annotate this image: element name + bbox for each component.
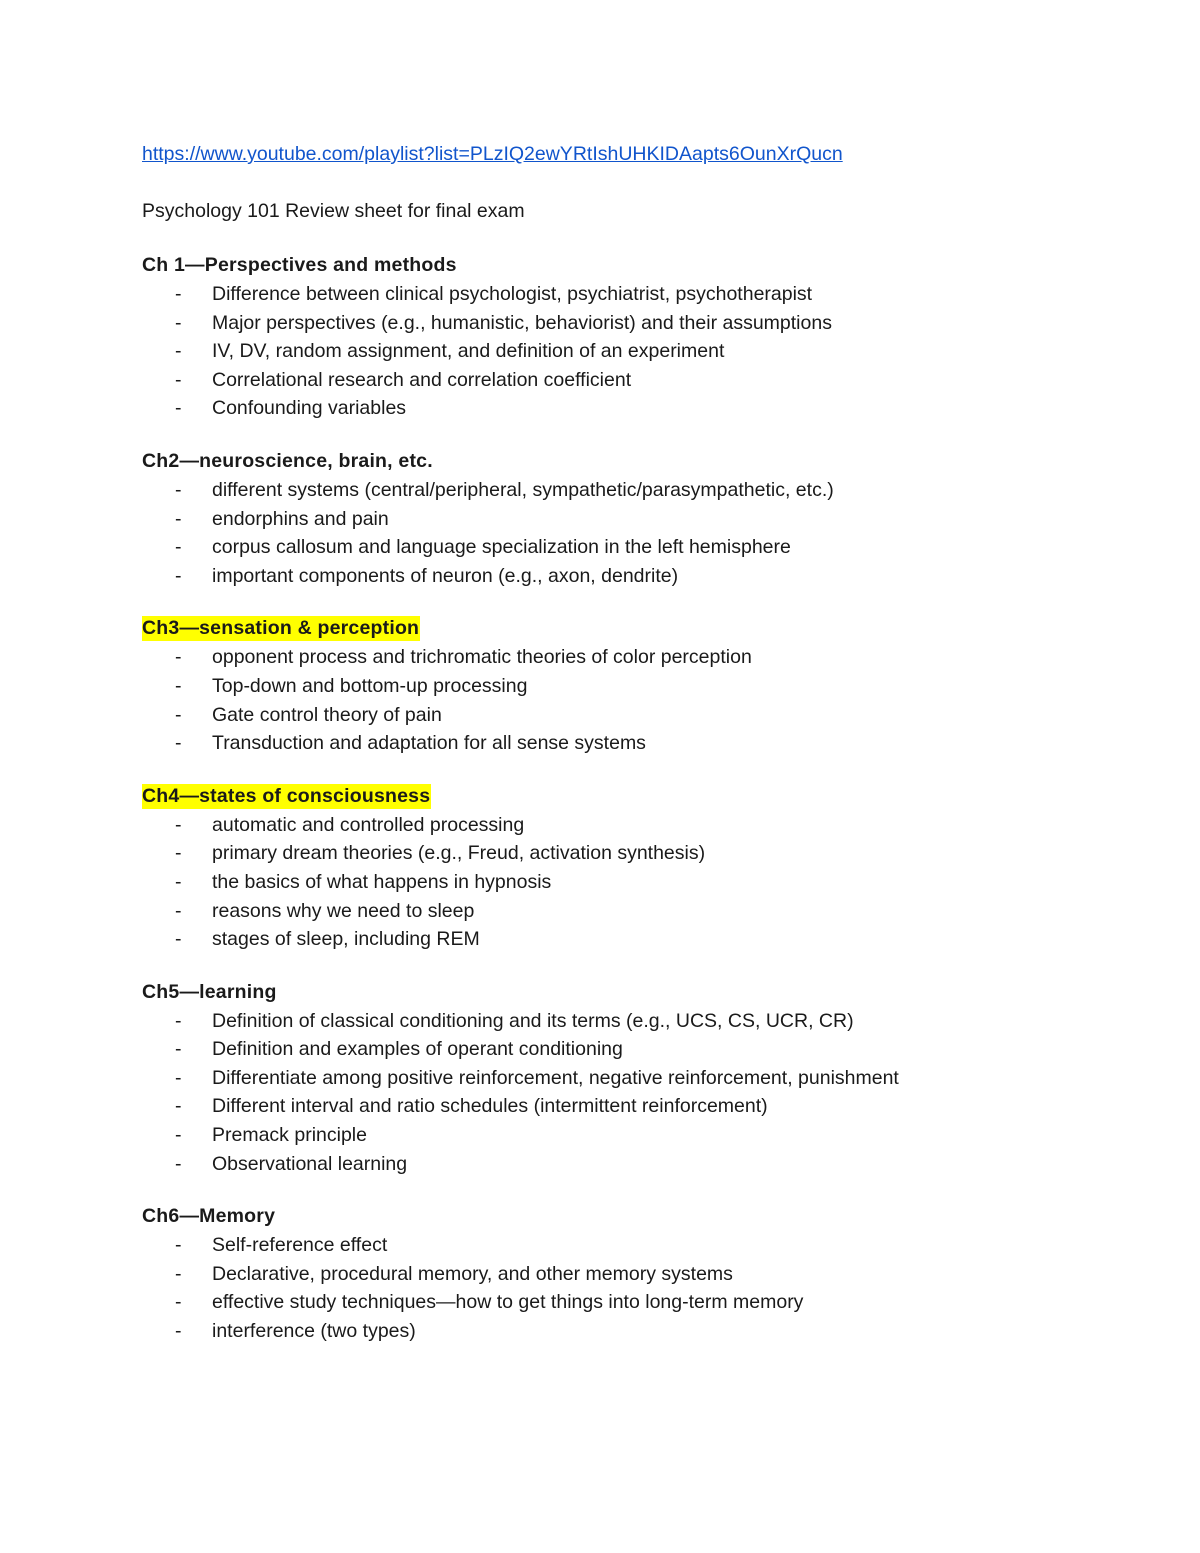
list-item-text: IV, DV, random assignment, and definition of an experiment [212,340,725,363]
list-item [142,1092,1142,1121]
bullet-list [142,1231,1142,1345]
list-item [142,1317,1142,1346]
document-page [142,138,1142,1346]
list-item [142,701,1142,730]
dash-bullet-icon: - [175,928,182,951]
section-heading-text: Ch 1—Perspectives and methods [142,254,457,276]
list-item-text: opponent process and trichromatic theories of color perception [212,646,752,669]
list-item [142,811,1142,840]
dash-bullet-icon: - [175,1095,182,1118]
dash-bullet-icon: - [175,397,182,420]
dash-bullet-icon: - [175,842,182,865]
section-heading-text: Ch4—states of consciousness [142,784,431,807]
dash-bullet-icon: - [175,1038,182,1061]
dash-bullet-icon: - [175,732,182,755]
bullet-list [142,280,1142,423]
section-2 [142,447,1142,590]
dash-bullet-icon: - [175,283,182,305]
section-heading [142,978,1142,1007]
section-heading [142,1202,1142,1231]
section-1 [142,251,1142,423]
document-title: Psychology 101 Review sheet for final exam [142,200,525,222]
section-heading [142,614,1142,643]
list-item-text: Premack principle [212,1124,367,1147]
list-item [142,366,1142,395]
dash-bullet-icon: - [175,1009,182,1032]
section-3 [142,614,1142,757]
list-item [142,1231,1142,1260]
list-item-text: Differentiate among positive reinforcement, negative reinforcement, punishment [212,1066,899,1089]
list-item [142,476,1142,505]
dash-bullet-icon: - [175,507,182,530]
list-item [142,1035,1142,1064]
list-item-text: automatic and controlled processing [212,813,525,836]
list-item-text: Top-down and bottom-up processing [212,674,528,697]
list-item [142,337,1142,366]
section-5 [142,978,1142,1179]
list-item-text: Self-reference effect [212,1234,388,1257]
list-item-text: important components of neuron (e.g., axon, dendrite) [212,564,679,587]
list-item [142,562,1142,591]
dash-bullet-icon: - [175,674,182,697]
dash-bullet-icon: - [175,1124,182,1147]
list-item [142,533,1142,562]
list-item [142,729,1142,758]
list-item-text: different systems (central/peripheral, sympathetic/parasympathetic, etc.) [212,478,834,501]
list-item [142,394,1142,423]
bullet-list [142,476,1142,590]
list-item [142,280,1142,309]
list-item-text: Definition of classical conditioning and its terms (e.g., UCS, CS, UCR, CR) [212,1009,854,1032]
list-item-text: Difference between clinical psychologist, psychiatrist, psychotherapist [212,283,813,305]
section-heading [142,782,1142,811]
section-heading-text: Ch5—learning [142,980,277,1003]
playlist-link[interactable]: https://www.youtube.com/playlist?list=PLzIQ2ewYRtIshUHKIDAapts6OunXrQucn [142,143,843,165]
list-item-text: endorphins and pain [212,507,389,530]
dash-bullet-icon: - [175,1291,182,1314]
bullet-list [142,1007,1142,1179]
list-item [142,1064,1142,1093]
list-item [142,643,1142,672]
dash-bullet-icon: - [175,478,182,501]
list-item-text: effective study techniques—how to get things into long-term memory [212,1291,804,1314]
list-item-text: corpus callosum and language specialization in the left hemisphere [212,536,791,559]
list-item [142,839,1142,868]
dash-bullet-icon: - [175,1320,182,1343]
list-item-text: Declarative, procedural memory, and other memory systems [212,1262,733,1285]
section-heading [142,447,1142,476]
list-item [142,1007,1142,1036]
list-item [142,309,1142,338]
list-item [142,1121,1142,1150]
section-heading-text: Ch2—neuroscience, brain, etc. [142,449,433,472]
dash-bullet-icon: - [175,1066,182,1089]
list-item-text: the basics of what happens in hypnosis [212,870,552,893]
section-6 [142,1202,1142,1345]
dash-bullet-icon: - [175,1234,182,1257]
list-item-text: Major perspectives (e.g., humanistic, behaviorist) and their assumptions [212,311,832,334]
list-item-text: primary dream theories (e.g., Freud, activation synthesis) [212,842,706,865]
list-item [142,1150,1142,1179]
list-item [142,868,1142,897]
dash-bullet-icon: - [175,703,182,726]
list-item [142,1260,1142,1289]
list-item-text: reasons why we need to sleep [212,899,475,922]
dash-bullet-icon: - [175,536,182,559]
list-item-text: Different interval and ratio schedules (intermittent reinforcement) [212,1095,768,1118]
list-item-text: Gate control theory of pain [212,703,442,726]
bullet-list [142,643,1142,757]
list-item [142,505,1142,534]
list-item-text: interference (two types) [212,1320,416,1343]
dash-bullet-icon: - [175,1262,182,1285]
list-item-text: Observational learning [212,1152,408,1175]
list-item [142,925,1142,954]
dash-bullet-icon: - [175,564,182,587]
dash-bullet-icon: - [175,899,182,922]
dash-bullet-icon: - [175,646,182,669]
list-item-text: stages of sleep, including REM [212,928,480,951]
list-item-text: Definition and examples of operant conditioning [212,1038,623,1061]
dash-bullet-icon: - [175,340,182,363]
dash-bullet-icon: - [175,870,182,893]
list-item-text: Correlational research and correlation coefficient [212,368,632,391]
section-heading-text: Ch6—Memory [142,1205,276,1228]
list-item [142,672,1142,701]
bullet-list [142,811,1142,954]
list-item-text: Transduction and adaptation for all sense systems [212,732,646,755]
dash-bullet-icon: - [175,813,182,836]
list-item-text: Confounding variables [212,397,407,420]
sections-container [142,251,1142,1346]
section-heading-text: Ch3—sensation & perception [142,617,420,640]
dash-bullet-icon: - [175,1152,182,1175]
dash-bullet-icon: - [175,368,182,391]
dash-bullet-icon: - [175,311,182,334]
list-item [142,1288,1142,1317]
section-4 [142,782,1142,954]
list-item [142,897,1142,926]
section-heading [142,251,1142,280]
